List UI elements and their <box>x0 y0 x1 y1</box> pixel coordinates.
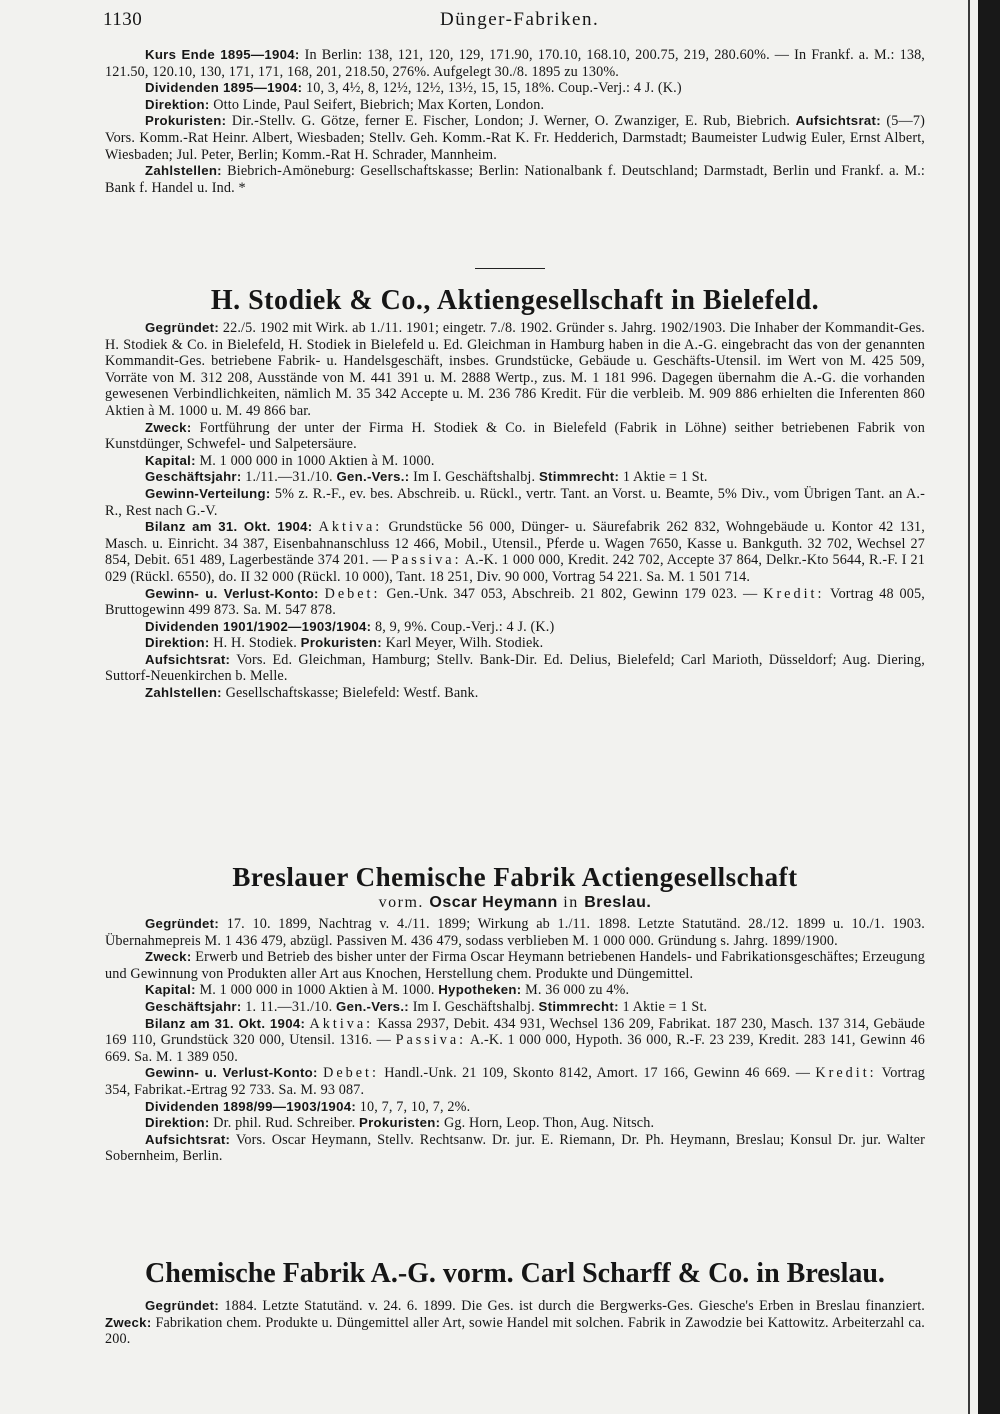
kapital-label: Kapital: <box>145 452 196 468</box>
zweck-paragraph <box>105 949 925 982</box>
direktion-paragraph <box>105 97 925 114</box>
zahlstellen-text: Gesellschaftskasse; Bielefeld: Westf. Bank. <box>225 685 479 702</box>
company-title-scharff: Chemische Fabrik A.-G. vorm. Carl Scharff & Co. in Breslau. <box>145 1258 885 1289</box>
dividenden-text: 10, 3, 4½, 8, 12½, 12½, 13½, 15, 15, 18%. Coup.-Verj.: 4 J. (K.) <box>306 80 682 97</box>
zahlstellen-label: Zahlstellen: <box>145 685 222 701</box>
genvers-text: Im I. Geschäftshalbj. <box>412 998 535 1015</box>
dividenden-text: 10, 7, 7, 10, 7, 2%. <box>359 1098 471 1115</box>
gegruendet-label: Gegründet: <box>145 320 220 335</box>
guv-label: Gewinn- u. Verlust-Konto: <box>145 1065 318 1081</box>
zahlstellen-paragraph <box>105 685 925 702</box>
kapital-text: M. 1 000 000 in 1000 Aktien à M. 1000. <box>199 982 435 999</box>
scan-edge <box>978 0 1000 1414</box>
aktiva-word: Aktiva: <box>309 1015 374 1032</box>
direktion-paragraph <box>105 635 925 652</box>
guv-paragraph <box>105 1065 925 1098</box>
geschaeftsjahr-text: 1. 11.—31./10. <box>245 998 333 1015</box>
aufsichtsrat-label: Aufsichtsrat: <box>145 651 231 667</box>
bilanz-paragraph <box>105 1016 925 1066</box>
passiva-text: A.-K. 1 000 000, Kredit. 242 702, Accepte 37 864, Delkr.-Kto 5644, R.-F. I 21 029 (Rückl. 6550), do. II 32 000 (Rückl. 10 000), Tant. 18 251, Div. 90 000, Vortrag 54 221. Sa. M. 1 501 714. <box>105 552 926 585</box>
kapital-paragraph <box>105 982 925 999</box>
guv-paragraph <box>105 586 925 619</box>
zweck-text: Fabrikation chem. Produkte u. Düngemittel aller Art, sowie Handel mit solchen. Fabrik in Zawodzie bei Kattowitz. Arbeiterzahl ca. 200. <box>105 1314 925 1348</box>
gewinn-verteilung-text: 5% z. R.-F., ev. bes. Abschreib. u. Rückl., vertr. Tant. an Vorst. u. Beamte, 5% Div., vom Übrigen Tant. an A.-R., Rest nach G.-V. <box>105 485 925 519</box>
kapital-text: M. 1 000 000 in 1000 Aktien à M. 1000. <box>199 452 435 469</box>
hypotheken-text: M. 36 000 zu 4%. <box>525 982 630 999</box>
aufsichtsrat-text: Vors. Oscar Heymann, Stellv. Rechtsanw. Dr. jur. E. Riemann, Dr. Ph. Heymann, Breslau; Konsul Dr. jur. Walter Sobernheim, Berlin. <box>105 1131 925 1165</box>
gegruendet-label: Gegründet: <box>145 916 220 931</box>
aufsichtsrat-label: Aufsichtsrat: <box>795 113 881 129</box>
geschaeftsjahr-text: 1./11.—31./10. <box>245 469 333 486</box>
company-subtitle <box>105 894 925 912</box>
prokuristen-label: Prokuristen: <box>300 635 382 651</box>
aktiva-text: Kassa 2937, Debit. 434 931, Wechsel 136 209, Fabrikat. 187 230, Masch. 137 314, Gebäude 169 110, Grundstück 320 000, Utensil. 1316. — <box>105 1015 925 1049</box>
section-continuation <box>105 47 925 196</box>
aufsichtsrat-text: Vors. Ed. Gleichman, Hamburg; Stellv. Bank-Dir. Ed. Delius, Bielefeld; Carl Marioth, Düsseldorf; Aug. Diering, Suttorf-Neuenkirchen b. Melle. <box>105 651 925 685</box>
scan-edge-line <box>968 0 970 1414</box>
genvers-text: Im I. Geschäftshalbj. <box>413 469 536 486</box>
zweck-label: Zweck: <box>105 1314 152 1330</box>
zahlstellen-text: Biebrich-Amöneburg: Gesellschaftskasse; Berlin: Nationalbank f. Deutschland; Darmstadt, Berlin und Frankf. a. M.: Bank f. Handel u. Ind. * <box>105 163 925 196</box>
kapital-label: Kapital: <box>145 982 196 998</box>
gegruendet-paragraph <box>105 1298 925 1348</box>
dividenden-text: 8, 9, 9%. Coup.-Verj.: 4 J. (K.) <box>375 618 555 635</box>
dividenden-paragraph <box>105 619 925 636</box>
geschaeftsjahr-label: Geschäftsjahr: <box>145 998 242 1014</box>
dividenden-paragraph <box>105 1099 925 1116</box>
gegruendet-label: Gegründet: <box>145 1298 220 1313</box>
stimmrecht-text: 1 Aktie = 1 St. <box>622 998 708 1015</box>
genvers-label: Gen.-Vers.: <box>336 469 410 485</box>
debet-text: Gen.-Unk. 347 053, Abschreib. 21 802, Gewinn 179 023. — <box>386 585 758 602</box>
debet-word: Debet: <box>323 1065 379 1082</box>
gewinn-verteilung-paragraph <box>105 486 925 519</box>
geschaeftsjahr-label: Geschäftsjahr: <box>145 469 242 485</box>
subtitle-city: Breslau. <box>584 894 652 911</box>
running-title: Dünger-Fabriken. <box>440 9 600 30</box>
dividenden-label: Dividenden 1901/1902—1903/1904: <box>145 618 372 634</box>
stimmrecht-label: Stimmrecht: <box>538 469 620 485</box>
aufsichtsrat-text: (5—7) Vors. Komm.-Rat Heinr. Albert, Wiesbaden; Stellv. Geh. Komm.-Rat K. Fr. Hedderich, Darmstadt; Baumeister Ludwig Euler, Ernst Albert, Wiesbaden; Jul. Peter, Berlin; Komm.-Rat H. Schrader, Mannheim. <box>105 113 925 163</box>
stimmrecht-label: Stimmrecht: <box>538 998 619 1014</box>
kapital-paragraph <box>105 453 925 470</box>
debet-word: Debet: <box>324 585 381 602</box>
gegruendet-paragraph <box>105 320 925 420</box>
aktiva-text: Grundstücke 56 000, Dünger- u. Säurefabrik 262 832, Wohngebäude u. Kontor 42 131, Masch. u. Einricht. 34 387, Eisenbahnanschluss 12 466, Mobil., Utensil., Pferde u. Wagen 7650, Kasse u. Bankguth. 32 702, Wechsel 27 854, Debit. 651 489, Lagerbestände 374 201. <box>105 519 925 569</box>
zweck-text: Fortführung der unter der Firma H. Stodiek & Co. in Bielefeld (Fabrik in Löhne) seither betriebenen Fabrik von Kunstdünger, Schwefel- und Salpetersäure. <box>105 419 925 453</box>
kurs-paragraph <box>105 47 925 80</box>
prokuristen-text: Gg. Horn, Leop. Thon, Aug. Nitsch. <box>444 1115 655 1132</box>
geschaeftsjahr-paragraph <box>105 999 925 1016</box>
direktion-label: Direktion: <box>145 1115 210 1131</box>
section-stodiek <box>105 320 925 702</box>
direktion-paragraph <box>105 1115 925 1132</box>
zahlstellen-paragraph <box>105 163 925 196</box>
kredit-word: Kredit: <box>815 1065 877 1082</box>
gegruendet-text: 17. 10. 1899, Nachtrag v. 4./11. 1899; Wirkung ab 1./11. 1898. Letzte Statutänd. 28./12. 1899 u. 10./1. 1903. Übernahmepreis M. 1 436 479, abzügl. Passiven M. 436 479, sodass verblieben M. 1 000 000. Gründung s. Jahrg. 1899/1900. <box>105 916 925 949</box>
section-scharff <box>105 1298 925 1348</box>
section-breslauer <box>105 916 925 1165</box>
gegruendet-text: 1884. Letzte Statutänd. v. 24. 6. 1899. Die Ges. ist durch die Bergwerks-Ges. Giesche's Erben in Breslau finanziert. <box>224 1298 926 1314</box>
zweck-text: Erwerb und Betrieb des bisher unter der Firma Oscar Heymann betriebenen Handels- und Fabrikationsgeschäftes; Erzeugung und Gewinnung von Produkten aller Art aus Knochen, Herstellung chem. Produkte und Düngemittel. <box>105 949 925 982</box>
geschaeftsjahr-paragraph <box>105 469 925 486</box>
subtitle-name: Oscar Heymann <box>429 894 558 911</box>
stimmrecht-text: 1 Aktie = 1 St. <box>622 469 708 486</box>
prokuristen-paragraph <box>105 113 925 163</box>
prokuristen-label: Prokuristen: <box>359 1115 441 1131</box>
kurs-label: Kurs Ende 1895—1904: <box>145 47 300 62</box>
direktion-text: Otto Linde, Paul Seifert, Biebrich; Max Korten, London. <box>213 96 545 113</box>
guv-label: Gewinn- u. Verlust-Konto: <box>145 585 319 601</box>
direktion-text: Dr. phil. Rud. Schreiber. <box>213 1115 356 1132</box>
page-number: 1130 <box>103 9 143 30</box>
kredit-text: Vortrag 48 005, Bruttogewinn 499 873. Sa. M. 547 878. <box>105 585 925 619</box>
passiva-text: A.-K. 1 000 000, Hypoth. 36 000, R.-F. 23 239, Kredit. 283 141, Gewinn 46 669. Sa. M. 1 389 050. <box>105 1032 925 1065</box>
direktion-label: Direktion: <box>145 96 210 112</box>
passiva-word: Passiva: <box>391 552 462 569</box>
gegruendet-paragraph <box>105 916 925 949</box>
prokuristen-label: Prokuristen: <box>145 113 227 129</box>
debet-text: Handl.-Unk. 21 109, Skonto 8142, Amort. 17 166, Gewinn 46 669. — <box>384 1065 811 1082</box>
subtitle-in: in <box>563 894 579 911</box>
genvers-label: Gen.-Vers.: <box>336 998 409 1014</box>
direktion-label: Direktion: <box>145 635 210 651</box>
aufsichtsrat-label: Aufsichtsrat: <box>145 1131 231 1147</box>
aktiva-word: Aktiva: <box>318 519 383 536</box>
aufsichtsrat-paragraph <box>105 1132 925 1165</box>
aufsichtsrat-paragraph <box>105 652 925 685</box>
dividenden-label: Dividenden 1898/99—1903/1904: <box>145 1098 357 1114</box>
dividenden-paragraph <box>105 80 925 97</box>
bilanz-label: Bilanz am 31. Okt. 1904: <box>145 1015 306 1031</box>
section-divider <box>475 268 545 269</box>
subtitle-prefix: vorm. <box>378 894 424 911</box>
bilanz-paragraph: Bilanz am 31. Okt. 1904: Aktiva: Grundstücke 56 000, Dünger- u. Säurefabrik 262 832, Wohngebäude u. Kontor 42 131, Masch. u. Einricht. 34 387, Eisenbahnanschluss 12 466, Mobil., Utensil., Pferde u. Wagen 7650, Kasse u. Bankguth. 32 702, Wechsel 27 854, Debit. 651 489, Lagerbestände 374 201. — Passiva: A.-K. 1 000 000, Kredit. 242 702, Accepte 37 864, Delkr.-Kto 5644, R.-F. I 21 029 (Rückl. 6550), do. II 32 000 (Rückl. 10 000), Tant. 18 251, Div. 90 000, Vortrag 54 221. Sa. M. 1 501 714. <box>105 519 926 585</box>
hypotheken-label: Hypotheken: <box>438 982 522 998</box>
zweck-label: Zweck: <box>145 949 192 965</box>
gewinn-verteilung-label: Gewinn-Verteilung: <box>145 485 271 501</box>
prokuristen-text: Karl Meyer, Wilh. Stodiek. <box>385 635 544 652</box>
company-title-stodiek: H. Stodiek & Co., Aktiengesellschaft in Bielefeld. <box>210 285 820 316</box>
zahlstellen-label: Zahlstellen: <box>145 163 222 179</box>
gegruendet-text: 22./5. 1902 mit Wirk. ab 1./11. 1901; eingetr. 7./8. 1902. Gründer s. Jahrg. 1902/1903. Die Inhaber der Kommandit-Ges. H. Stodiek & Co. in Bielefeld, H. Stodiek in Bielefeld u. Ed. Gleichman in Hamburg haben in die A.-G. eingebracht das von der genannten Kommandit-Ges. betriebene Fabrik- u. Handelsgeschäft, insbes. Grundstücke, Gebäude u. Geschäfts-Utensil. im Wert von M. 425 509, Vorräte von M. 312 208, Ausstände von M. 441 391 u. M. 2888 Wertp., zus. M. 1 181 996. Dagegen übernahm die A.-G. die vorhanden gewesenen Verbindlichkeiten, nämlich M. 35 342 Accepte u. M. 236 786 Kredit. Für die verbleib. M. 909 886 erhielten die Inferenten 860 Aktien à M. 1000 u. M. 49 866 bar. <box>105 320 925 419</box>
zweck-label: Zweck: <box>145 419 192 435</box>
passiva-word: Passiva: <box>395 1032 467 1049</box>
company-title-breslauer: Breslauer Chemische Fabrik Actiengesellschaft <box>232 862 798 892</box>
dividenden-label: Dividenden 1895—1904: <box>145 80 303 96</box>
zweck-paragraph <box>105 420 925 453</box>
kredit-text: Vortrag 354, Fabrikat.-Ertrag 92 733. Sa. M. 93 087. <box>105 1065 926 1098</box>
kurs-text: In Berlin: 138, 121, 120, 129, 171.90, 170.10, 168.10, 200.75, 219, 280.60%. — In Frankf. a. M.: 138, 121.50, 120.10, 130, 171, 171, 168, 201, 218.50, 276%. Aufgelegt 30./8. 1895 zu 130%. <box>105 47 926 80</box>
prokuristen-text: Dir.-Stellv. G. Götze, ferner E. Fischer, London; J. Werner, O. Zwanziger, E. Rub, Biebrich. <box>231 113 791 130</box>
direktion-text: H. H. Stodiek. <box>213 635 297 652</box>
kredit-word: Kredit: <box>763 585 825 602</box>
bilanz-label: Bilanz am 31. Okt. 1904: <box>145 519 313 535</box>
